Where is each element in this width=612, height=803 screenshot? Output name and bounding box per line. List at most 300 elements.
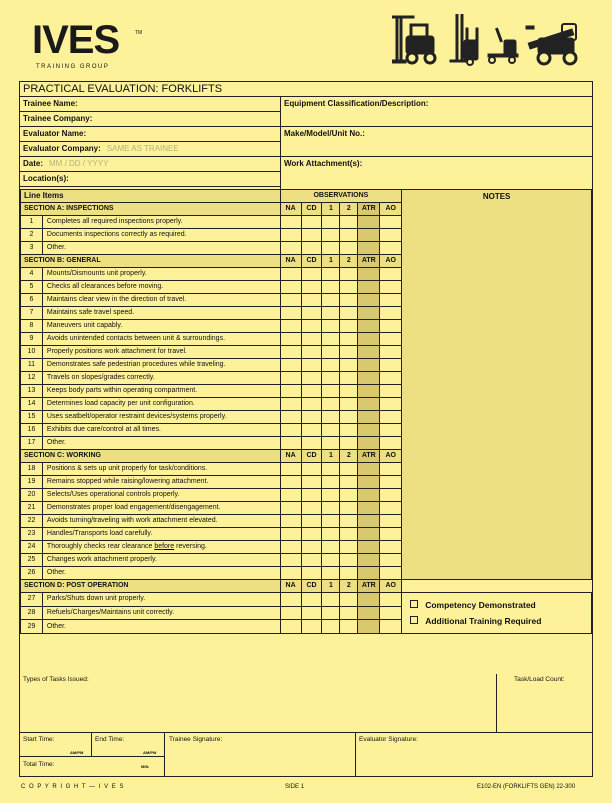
observation-checkbox-cell[interactable] xyxy=(280,554,301,567)
observation-checkbox-cell[interactable] xyxy=(301,320,322,333)
observation-checkbox-cell[interactable] xyxy=(301,424,322,437)
observation-checkbox-cell[interactable] xyxy=(380,216,402,229)
line-item-number: 25 xyxy=(21,554,43,567)
observations-header: OBSERVATIONS xyxy=(280,190,402,203)
observation-checkbox-cell[interactable] xyxy=(280,398,301,411)
observation-checkbox-cell[interactable] xyxy=(380,242,402,255)
observation-checkbox-cell[interactable] xyxy=(380,398,402,411)
observation-checkbox-cell[interactable] xyxy=(301,515,322,528)
line-item-description: Properly positions work attachment for travel. xyxy=(42,346,280,359)
observation-checkbox-cell[interactable] xyxy=(340,463,358,476)
option-label: Competency Demonstrated xyxy=(425,600,536,610)
line-item-number: 8 xyxy=(21,320,43,333)
observation-checkbox-cell[interactable] xyxy=(322,294,340,307)
ives-logo xyxy=(32,20,152,72)
line-item-number: 2 xyxy=(21,229,43,242)
line-item-number: 24 xyxy=(21,541,43,554)
observation-checkbox-cell[interactable] xyxy=(322,229,340,242)
observation-checkbox-cell[interactable] xyxy=(322,489,340,502)
observation-checkbox-cell[interactable] xyxy=(280,268,301,281)
observation-checkbox-cell[interactable] xyxy=(358,398,380,411)
observation-checkbox-cell[interactable] xyxy=(301,411,322,424)
line-item-description: Maintains clear view in the direction of travel. xyxy=(42,294,280,307)
observation-checkbox-cell[interactable] xyxy=(358,620,380,634)
observation-checkbox-cell[interactable] xyxy=(280,593,301,607)
observation-column-label: CD xyxy=(301,580,322,593)
line-item-description: Other. xyxy=(42,437,280,450)
observation-checkbox-cell[interactable] xyxy=(340,567,358,580)
total-time-label[interactable]: Total Time: xyxy=(23,761,55,768)
observation-column-label: 2 xyxy=(340,450,358,463)
observation-checkbox-cell[interactable] xyxy=(322,502,340,515)
line-item-number: 27 xyxy=(21,593,43,607)
disabled-cell xyxy=(322,398,340,411)
observation-checkbox-cell[interactable] xyxy=(358,554,380,567)
observation-checkbox-cell[interactable] xyxy=(358,502,380,515)
observation-checkbox-cell[interactable] xyxy=(280,411,301,424)
observation-checkbox-cell[interactable] xyxy=(380,411,402,424)
observation-checkbox-cell[interactable] xyxy=(301,541,322,554)
line-item-number: 20 xyxy=(21,489,43,502)
observation-checkbox-cell[interactable] xyxy=(358,606,380,620)
observation-checkbox-cell[interactable] xyxy=(280,541,301,554)
observation-checkbox-cell[interactable] xyxy=(322,476,340,489)
line-item-description: Handles/Transports load carefully. xyxy=(42,528,280,541)
observation-checkbox-cell[interactable] xyxy=(380,294,402,307)
observation-checkbox-cell[interactable] xyxy=(358,593,380,607)
side-label: SIDE 1 xyxy=(285,784,305,790)
observation-checkbox-cell[interactable] xyxy=(340,320,358,333)
observation-checkbox-cell[interactable] xyxy=(380,320,402,333)
sig-divider xyxy=(355,732,356,776)
observation-checkbox-cell[interactable] xyxy=(280,216,301,229)
observation-checkbox-cell[interactable] xyxy=(380,606,402,620)
observation-checkbox-cell[interactable] xyxy=(358,489,380,502)
observation-checkbox-cell[interactable] xyxy=(380,476,402,489)
observation-column-label: AO xyxy=(380,450,402,463)
observation-checkbox-cell[interactable] xyxy=(340,437,358,450)
line-item-number: 22 xyxy=(21,515,43,528)
observation-checkbox-cell[interactable] xyxy=(280,242,301,255)
observation-checkbox-cell[interactable] xyxy=(358,333,380,346)
observation-checkbox-cell[interactable] xyxy=(380,424,402,437)
observation-checkbox-cell[interactable] xyxy=(301,268,322,281)
total-min: MIN. xyxy=(141,764,150,769)
line-item-number: 21 xyxy=(21,502,43,515)
observation-checkbox-cell[interactable] xyxy=(322,528,340,541)
observation-column-label: ATR xyxy=(358,255,380,268)
trainee-signature-label[interactable]: Trainee Signature: xyxy=(169,736,223,743)
line-item-number: 29 xyxy=(21,620,43,634)
observation-checkbox-cell[interactable] xyxy=(301,606,322,620)
observation-checkbox-cell[interactable] xyxy=(380,515,402,528)
observation-checkbox-cell[interactable] xyxy=(358,242,380,255)
observation-checkbox-cell[interactable] xyxy=(280,333,301,346)
observation-checkbox-cell[interactable] xyxy=(301,216,322,229)
observation-checkbox-cell[interactable] xyxy=(358,268,380,281)
observation-checkbox-cell[interactable] xyxy=(301,346,322,359)
observation-checkbox-cell[interactable] xyxy=(322,620,340,634)
observation-column-label: NA xyxy=(280,450,301,463)
observation-checkbox-cell[interactable] xyxy=(380,385,402,398)
evaluator-company-field[interactable]: Evaluator Company: SAME AS TRAINEE xyxy=(20,142,280,157)
signature-area xyxy=(20,674,592,776)
logo-wordmark: IVES xyxy=(32,18,120,62)
start-ampm: AM/PM xyxy=(70,750,84,755)
observation-checkbox-cell[interactable] xyxy=(301,489,322,502)
observation-checkbox-cell[interactable] xyxy=(280,372,301,385)
competency-box xyxy=(402,593,592,634)
observation-column-label: NA xyxy=(280,203,301,216)
observation-checkbox-cell[interactable] xyxy=(301,385,322,398)
line-item-number: 1 xyxy=(21,216,43,229)
observation-column-label: CD xyxy=(301,203,322,216)
section-title: SECTION B: GENERAL xyxy=(21,255,281,268)
make-model-field[interactable]: Make/Model/Unit No.: xyxy=(281,127,592,157)
observation-checkbox-cell[interactable] xyxy=(322,606,340,620)
form-title: PRACTICAL EVALUATION: FORKLIFTS xyxy=(20,82,592,97)
observation-checkbox-cell[interactable] xyxy=(380,541,402,554)
observation-checkbox-cell[interactable] xyxy=(280,502,301,515)
observation-column-label: 1 xyxy=(322,450,340,463)
line-item-description: Mounts/Dismounts unit properly. xyxy=(42,268,280,281)
observation-checkbox-cell[interactable] xyxy=(301,476,322,489)
observation-checkbox-cell[interactable] xyxy=(358,437,380,450)
observation-checkbox-cell[interactable] xyxy=(322,567,340,580)
observation-column-label: 1 xyxy=(322,203,340,216)
observation-checkbox-cell[interactable] xyxy=(301,463,322,476)
observation-checkbox-cell[interactable] xyxy=(340,476,358,489)
observation-checkbox-cell[interactable] xyxy=(380,502,402,515)
observation-checkbox-cell[interactable] xyxy=(280,281,301,294)
observation-checkbox-cell[interactable] xyxy=(340,333,358,346)
observation-checkbox-cell[interactable] xyxy=(322,216,340,229)
observation-checkbox-cell[interactable] xyxy=(280,476,301,489)
checkbox-icon[interactable] xyxy=(410,616,418,624)
location-field[interactable]: Location(s): xyxy=(20,172,280,187)
observation-checkbox-cell[interactable] xyxy=(340,294,358,307)
end-ampm: AM/PM xyxy=(143,750,157,755)
line-item-number: 17 xyxy=(21,437,43,450)
observation-checkbox-cell[interactable] xyxy=(358,307,380,320)
observation-checkbox-cell[interactable] xyxy=(322,541,340,554)
observation-checkbox-cell[interactable] xyxy=(301,620,322,634)
observation-column-label: 1 xyxy=(322,255,340,268)
observation-checkbox-cell[interactable] xyxy=(380,489,402,502)
start-end-divider xyxy=(91,732,92,756)
line-item-description: Checks all clearances before moving. xyxy=(42,281,280,294)
tasks-divider xyxy=(496,674,497,732)
checkbox-icon[interactable] xyxy=(410,600,418,608)
disabled-cell xyxy=(340,398,358,411)
observation-checkbox-cell[interactable] xyxy=(358,528,380,541)
task-load-count-label: Task/Load Count: xyxy=(514,676,565,683)
trainee-info-fields xyxy=(20,97,280,187)
observation-checkbox-cell[interactable] xyxy=(358,346,380,359)
observation-column-label: 1 xyxy=(322,580,340,593)
observation-column-label: ATR xyxy=(358,203,380,216)
observation-checkbox-cell[interactable] xyxy=(380,554,402,567)
line-item-number: 10 xyxy=(21,346,43,359)
line-item-number: 16 xyxy=(21,424,43,437)
observation-column-label: AO xyxy=(380,203,402,216)
line-item-description: Selects/Uses operational controls properly. xyxy=(42,489,280,502)
observation-checkbox-cell[interactable] xyxy=(301,281,322,294)
observation-checkbox-cell[interactable] xyxy=(280,528,301,541)
tasks-bottom-line xyxy=(20,732,592,733)
observation-checkbox-cell[interactable] xyxy=(322,515,340,528)
observation-checkbox-cell[interactable] xyxy=(340,372,358,385)
line-item-description: Positions & sets up unit properly for task/conditions. xyxy=(42,463,280,476)
observation-checkbox-cell[interactable] xyxy=(322,593,340,607)
line-item-description: Determines load capacity per unit configuration. xyxy=(42,398,280,411)
observation-checkbox-cell[interactable] xyxy=(340,359,358,372)
evaluator-company-placeholder: SAME AS TRAINEE xyxy=(106,144,179,153)
observation-column-label: 2 xyxy=(340,580,358,593)
observation-checkbox-cell[interactable] xyxy=(380,281,402,294)
observation-checkbox-cell[interactable] xyxy=(340,346,358,359)
notes-column[interactable]: NOTES xyxy=(402,190,592,580)
observation-checkbox-cell[interactable] xyxy=(322,268,340,281)
observation-checkbox-cell[interactable] xyxy=(280,424,301,437)
observation-checkbox-cell[interactable] xyxy=(280,229,301,242)
work-attachment-field[interactable]: Work Attachment(s): xyxy=(284,159,363,168)
line-item-description: Demonstrates proper load engagement/disengagement. xyxy=(42,502,280,515)
observation-checkbox-cell[interactable] xyxy=(380,346,402,359)
observation-checkbox-cell[interactable] xyxy=(301,229,322,242)
line-item-number: 19 xyxy=(21,476,43,489)
line-item-number: 23 xyxy=(21,528,43,541)
observation-checkbox-cell[interactable] xyxy=(380,463,402,476)
observation-checkbox-cell[interactable] xyxy=(358,320,380,333)
observation-checkbox-cell[interactable] xyxy=(301,528,322,541)
observation-checkbox-cell[interactable] xyxy=(380,268,402,281)
line-item-number: 9 xyxy=(21,333,43,346)
observation-checkbox-cell[interactable] xyxy=(358,281,380,294)
observation-column-label: NA xyxy=(280,255,301,268)
logo-subtitle: TRAINING GROUP xyxy=(36,64,110,70)
observation-checkbox-cell[interactable] xyxy=(280,359,301,372)
observation-checkbox-cell[interactable] xyxy=(380,372,402,385)
observation-checkbox-cell[interactable] xyxy=(301,567,322,580)
observation-checkbox-cell[interactable] xyxy=(380,593,402,607)
line-item-description: Keeps body parts within operating compartment. xyxy=(42,385,280,398)
observation-checkbox-cell[interactable] xyxy=(380,437,402,450)
line-item-number: 5 xyxy=(21,281,43,294)
observation-checkbox-cell[interactable] xyxy=(340,502,358,515)
copyright-text: C O P Y R I G H T — I V E S xyxy=(21,784,125,790)
observation-checkbox-cell[interactable] xyxy=(322,281,340,294)
observation-checkbox-cell[interactable] xyxy=(358,229,380,242)
observation-checkbox-cell[interactable] xyxy=(301,502,322,515)
disabled-cell xyxy=(340,411,358,424)
observation-checkbox-cell[interactable] xyxy=(301,242,322,255)
line-item-description: Parks/Shuts down unit properly. xyxy=(42,593,280,607)
observation-checkbox-cell[interactable] xyxy=(380,229,402,242)
observation-checkbox-cell[interactable] xyxy=(358,424,380,437)
line-item-number: 15 xyxy=(21,411,43,424)
observation-checkbox-cell[interactable] xyxy=(280,515,301,528)
additional-training-option[interactable] xyxy=(410,613,583,629)
option-label: Additional Training Required xyxy=(425,616,542,626)
observation-checkbox-cell[interactable] xyxy=(358,567,380,580)
observation-checkbox-cell[interactable] xyxy=(340,606,358,620)
line-item-description: Avoids unintended contacts between unit & surroundings. xyxy=(42,333,280,346)
observation-checkbox-cell[interactable] xyxy=(322,346,340,359)
trainee-company-field[interactable]: Trainee Company: xyxy=(20,112,280,127)
observation-checkbox-cell[interactable] xyxy=(340,554,358,567)
evaluator-signature-label[interactable]: Evaluator Signature: xyxy=(359,736,418,743)
end-time-label[interactable]: End Time: xyxy=(95,736,125,743)
line-item-description: Other. xyxy=(42,242,280,255)
observation-column-label: 2 xyxy=(340,203,358,216)
observation-checkbox-cell[interactable] xyxy=(358,476,380,489)
equipment-classification-field[interactable]: Equipment Classification/Description: xyxy=(281,97,592,127)
line-item-description: Changes work attachment properly. xyxy=(42,554,280,567)
disabled-cell xyxy=(340,424,358,437)
observation-checkbox-cell[interactable] xyxy=(280,463,301,476)
observation-column-label: 2 xyxy=(340,255,358,268)
observation-checkbox-cell[interactable] xyxy=(322,463,340,476)
line-item-description: Refuels/Charges/Maintains unit correctly. xyxy=(42,606,280,620)
observation-checkbox-cell[interactable] xyxy=(340,593,358,607)
line-item-description: Uses seatbelt/operator restraint devices/systems properly. xyxy=(42,411,280,424)
disabled-cell xyxy=(322,424,340,437)
line-item-number: 26 xyxy=(21,567,43,580)
observation-checkbox-cell[interactable] xyxy=(280,620,301,634)
observation-checkbox-cell[interactable] xyxy=(340,242,358,255)
pallet-jack-icon xyxy=(488,28,518,63)
observation-checkbox-cell[interactable] xyxy=(340,229,358,242)
observation-checkbox-cell[interactable] xyxy=(301,593,322,607)
observation-checkbox-cell[interactable] xyxy=(358,515,380,528)
observation-checkbox-cell[interactable] xyxy=(280,489,301,502)
observation-checkbox-cell[interactable] xyxy=(358,294,380,307)
observation-checkbox-cell[interactable] xyxy=(280,294,301,307)
line-item-number: 11 xyxy=(21,359,43,372)
line-item-number: 7 xyxy=(21,307,43,320)
observation-checkbox-cell[interactable] xyxy=(358,385,380,398)
line-item-number: 6 xyxy=(21,294,43,307)
observation-column-label: ATR xyxy=(358,450,380,463)
observation-checkbox-cell[interactable] xyxy=(322,242,340,255)
time-divider xyxy=(20,756,164,757)
observation-checkbox-cell[interactable] xyxy=(322,359,340,372)
observation-checkbox-cell[interactable] xyxy=(322,554,340,567)
observation-checkbox-cell[interactable] xyxy=(301,359,322,372)
observation-checkbox-cell[interactable] xyxy=(340,489,358,502)
observation-checkbox-cell[interactable] xyxy=(340,620,358,634)
observation-checkbox-cell[interactable] xyxy=(380,567,402,580)
observation-checkbox-cell[interactable] xyxy=(380,333,402,346)
observation-checkbox-cell[interactable] xyxy=(358,463,380,476)
observation-checkbox-cell[interactable] xyxy=(280,385,301,398)
emphasis-text: before xyxy=(154,543,175,550)
observation-checkbox-cell[interactable] xyxy=(340,216,358,229)
line-item-description: Other. xyxy=(42,567,280,580)
observation-checkbox-cell[interactable] xyxy=(358,359,380,372)
observation-checkbox-cell[interactable] xyxy=(340,515,358,528)
line-items-table xyxy=(20,189,592,634)
observation-checkbox-cell[interactable] xyxy=(340,307,358,320)
observation-checkbox-cell[interactable] xyxy=(301,554,322,567)
types-of-tasks-label: Types of Tasks Issued: xyxy=(23,676,89,683)
observation-checkbox-cell[interactable] xyxy=(280,606,301,620)
line-item-description: Remains stopped while raising/lowering attachment. xyxy=(42,476,280,489)
observation-checkbox-cell[interactable] xyxy=(322,307,340,320)
observation-column-label: NA xyxy=(280,580,301,593)
observation-checkbox-cell[interactable] xyxy=(340,541,358,554)
observation-checkbox-cell[interactable] xyxy=(380,620,402,634)
observation-checkbox-cell[interactable] xyxy=(358,216,380,229)
line-item-number: 3 xyxy=(21,242,43,255)
section-title: SECTION C: WORKING xyxy=(21,450,281,463)
observation-checkbox-cell[interactable] xyxy=(380,359,402,372)
line-item-description: Avoids turning/traveling with work attachment elevated. xyxy=(42,515,280,528)
line-items-header: Line Items xyxy=(21,190,281,203)
observation-checkbox-cell[interactable] xyxy=(322,385,340,398)
observation-checkbox-cell[interactable] xyxy=(280,567,301,580)
observation-checkbox-cell[interactable] xyxy=(380,307,402,320)
observation-checkbox-cell[interactable] xyxy=(322,372,340,385)
observation-checkbox-cell[interactable] xyxy=(301,333,322,346)
observation-checkbox-cell[interactable] xyxy=(322,437,340,450)
observation-checkbox-cell[interactable] xyxy=(340,281,358,294)
line-item-description: Maneuvers unit capably. xyxy=(42,320,280,333)
evaluator-name-field[interactable]: Evaluator Name: xyxy=(20,127,280,142)
competency-demonstrated-option[interactable] xyxy=(410,597,583,613)
observation-checkbox-cell[interactable] xyxy=(280,320,301,333)
observation-checkbox-cell[interactable] xyxy=(358,411,380,424)
table-header-row xyxy=(21,190,592,203)
section-title: SECTION A: INSPECTIONS xyxy=(21,203,281,216)
forklift-illustrations xyxy=(392,14,588,74)
observation-checkbox-cell[interactable] xyxy=(280,437,301,450)
observation-checkbox-cell[interactable] xyxy=(340,528,358,541)
observation-checkbox-cell[interactable] xyxy=(301,294,322,307)
observation-checkbox-cell[interactable] xyxy=(340,268,358,281)
line-item-row xyxy=(21,593,592,607)
observation-checkbox-cell[interactable] xyxy=(280,346,301,359)
line-item-description: Demonstrates safe pedestrian procedures while traveling. xyxy=(42,359,280,372)
date-field[interactable]: Date: MM / DD / YYYY xyxy=(20,157,280,172)
observation-checkbox-cell[interactable] xyxy=(322,333,340,346)
line-item-description: Documents inspections correctly as required. xyxy=(42,229,280,242)
line-item-description: Travels on slopes/grades correctly. xyxy=(42,372,280,385)
line-item-number: 18 xyxy=(21,463,43,476)
observation-checkbox-cell[interactable] xyxy=(301,372,322,385)
observation-column-label: ATR xyxy=(358,580,380,593)
observation-checkbox-cell[interactable] xyxy=(358,541,380,554)
observation-column-label: CD xyxy=(301,255,322,268)
observation-checkbox-cell[interactable] xyxy=(358,372,380,385)
line-item-number: 13 xyxy=(21,385,43,398)
observation-checkbox-cell[interactable] xyxy=(380,528,402,541)
observation-column-label: AO xyxy=(380,580,402,593)
observation-checkbox-cell[interactable] xyxy=(322,320,340,333)
date-placeholder: MM / DD / YYYY xyxy=(49,159,109,168)
start-time-label[interactable]: Start Time: xyxy=(23,736,55,743)
line-item-description: Thoroughly checks rear clearance before reversing. xyxy=(42,541,280,554)
line-item-description: Other. xyxy=(42,620,280,634)
trainee-name-field[interactable]: Trainee Name: xyxy=(20,97,280,112)
observation-checkbox-cell[interactable] xyxy=(301,437,322,450)
line-item-number: 12 xyxy=(21,372,43,385)
observation-checkbox-cell[interactable] xyxy=(301,307,322,320)
observation-checkbox-cell[interactable] xyxy=(280,307,301,320)
observation-checkbox-cell[interactable] xyxy=(340,385,358,398)
observation-checkbox-cell[interactable] xyxy=(301,398,322,411)
